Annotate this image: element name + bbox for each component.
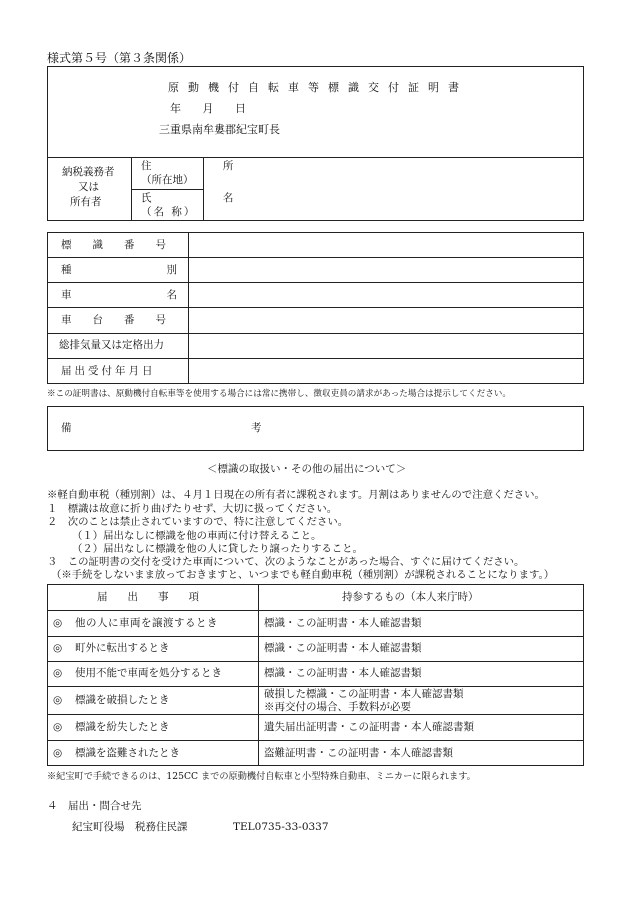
row-items: 標識・この証明書・本人確認書類 bbox=[264, 617, 422, 629]
issuer-name: 三重県南牟婁郡紀宝町長 bbox=[159, 123, 280, 136]
address-sub-label: （所在地） bbox=[141, 174, 194, 186]
row-event: 標識を破損したとき bbox=[75, 694, 170, 706]
note-2-1: （１）届出なしに標識を他の車両に付け替えること。 bbox=[72, 530, 322, 542]
contact-office: 紀宝町役場 税務住民課 bbox=[72, 821, 188, 833]
contact-heading: ４ 届出・問合せ先 bbox=[47, 800, 142, 812]
vehicle-row-label: 種別 bbox=[61, 264, 272, 276]
proc-header-event: 届出事項 bbox=[97, 591, 219, 603]
section-title: ＜標識の取扱い・その他の届出について＞ bbox=[207, 463, 407, 475]
row-note: ※再交付の場合、手数料が必要 bbox=[264, 701, 411, 713]
note-1: １ 標識は故意に折り曲げたりせず、大切に扱ってください。 bbox=[47, 503, 338, 515]
row-items: 遺失届出証明書・この証明書・本人確認書類 bbox=[264, 721, 474, 733]
name-sub-label: （名 称） bbox=[141, 206, 197, 218]
row-mark-icon: ◎ bbox=[53, 617, 63, 629]
row-event: 使用不能で車両を処分するとき bbox=[75, 667, 222, 679]
note-2-2: （２）届出なしに標識を他の人に貸したり譲ったりすること。 bbox=[72, 543, 363, 555]
note-3: ３ この証明書の交付を受けた車両について、次のようなことがあった場合、すぐに届けてください。 bbox=[47, 556, 525, 568]
certificate-header-box bbox=[47, 66, 584, 158]
vehicle-row-label: 届出受付年月日 bbox=[61, 365, 156, 377]
certificate-title: 原動機付自転車等標識交付証明書 bbox=[168, 81, 468, 94]
row-items: 破損した標識・この証明書・本人確認書類 bbox=[264, 688, 464, 700]
remarks-label: 備 考 bbox=[61, 422, 350, 434]
row-items: 盗難証明書・この証明書・本人確認書類 bbox=[264, 747, 453, 759]
issue-date: 年 月 日 bbox=[170, 102, 255, 115]
proc-header-items: 持参するもの（本人来庁時） bbox=[342, 591, 479, 603]
vehicle-row-label: 標識番号 bbox=[61, 239, 187, 251]
row-mark-icon: ◎ bbox=[53, 721, 63, 733]
contact-tel: TEL0735-33-0337 bbox=[233, 821, 329, 833]
vehicle-row-label: 車台番号 bbox=[61, 314, 187, 326]
row-mark-icon: ◎ bbox=[53, 694, 63, 706]
vehicle-row-label: 総排気量又は定格出力 bbox=[59, 339, 164, 351]
form-number: 様式第５号（第３条関係） bbox=[47, 51, 192, 65]
row-event: 他の人に車両を譲渡するとき bbox=[75, 617, 218, 629]
row-mark-icon: ◎ bbox=[53, 667, 63, 679]
owner-group-label-3: 所有者 bbox=[70, 196, 102, 208]
scope-note: ※紀宝町で手続できるのは、125CC までの原動機付自転車と小型特殊自動車、ミニカーに限られます。 bbox=[47, 771, 476, 782]
address-label: 住 所 bbox=[141, 160, 268, 172]
row-items: 標識・この証明書・本人確認書類 bbox=[264, 667, 422, 679]
owner-group-label-2: 又は bbox=[78, 181, 99, 193]
row-items: 標識・この証明書・本人確認書類 bbox=[264, 642, 422, 654]
row-mark-icon: ◎ bbox=[53, 747, 63, 759]
row-mark-icon: ◎ bbox=[53, 642, 63, 654]
name-label: 氏 名 bbox=[141, 192, 268, 204]
owner-group-label-1: 納税義務者 bbox=[62, 166, 115, 178]
row-event: 標識を紛失したとき bbox=[75, 721, 170, 733]
note-tax: ※軽自動車税（種別割）は、４月１日現在の所有者に課税されます。月割はありませんので注意ください。 bbox=[47, 489, 545, 501]
note-2: ２ 次のことは禁止されていますので、特に注意してください。 bbox=[47, 516, 349, 528]
note-3-warning: （※手続をしないまま放っておきますと、いつまでも軽自動車税（種別割）が課税されることになります。） bbox=[51, 569, 555, 581]
vehicle-row-label: 車名 bbox=[61, 289, 272, 301]
row-event: 標識を盗難されたとき bbox=[75, 747, 180, 759]
row-event: 町外に転出するとき bbox=[75, 642, 170, 654]
carry-note: ※この証明書は、原動機付自転車等を使用する場合には常に携帯し、徴収吏員の請求があった場合は提示してください。 bbox=[47, 389, 511, 399]
vehicle-info-table bbox=[47, 232, 584, 384]
